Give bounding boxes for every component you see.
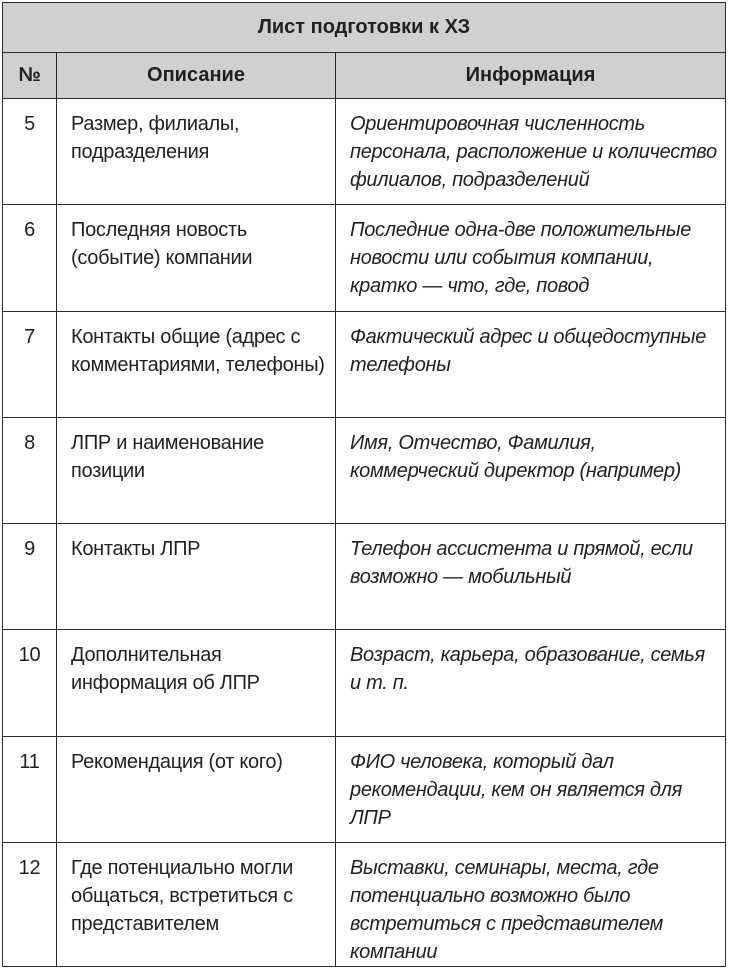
- row-description: Размер, филиалы, подразделения: [57, 99, 336, 205]
- row-info: Последние одна-две положительные новости или события компании, кратко — что, где, повод: [336, 205, 726, 311]
- row-description: Рекомендация (от кого): [57, 736, 336, 842]
- row-number: 8: [3, 417, 57, 523]
- table-row: [3, 736, 726, 842]
- table-row: [3, 630, 726, 736]
- row-number: 10: [3, 630, 57, 736]
- row-description: Последняя новость (событие) компании: [57, 205, 336, 311]
- row-info: Фактический адрес и общедоступные телефоны: [336, 311, 726, 417]
- table-title: Лист подготовки к ХЗ: [3, 3, 726, 53]
- header-info: Информация: [336, 53, 726, 99]
- row-number: 12: [3, 842, 57, 966]
- row-info: Возраст, карьера, образование, семья и т. п.: [336, 630, 726, 736]
- row-number: 5: [3, 99, 57, 205]
- row-number: 6: [3, 205, 57, 311]
- row-info: Имя, Отчество, Фамилия, коммерческий директор (например): [336, 417, 726, 523]
- title-row: [3, 3, 726, 53]
- row-description: ЛПР и наименование позиции: [57, 417, 336, 523]
- table-row: [3, 205, 726, 311]
- row-info: Ориентировочная численность персонала, расположение и количество филиалов, подразделений: [336, 99, 726, 205]
- header-num: №: [3, 53, 57, 99]
- row-description: Где потенциально могли общаться, встретиться с представителем: [57, 842, 336, 966]
- row-info: Выставки, семинары, места, где потенциально возможно было встретиться с представителем компании: [336, 842, 726, 966]
- row-number: 11: [3, 736, 57, 842]
- table-row: [3, 417, 726, 523]
- row-number: 7: [3, 311, 57, 417]
- row-description: Дополнительная информация об ЛПР: [57, 630, 336, 736]
- header-row: [3, 53, 726, 99]
- table-row: [3, 842, 726, 966]
- table-row: [3, 99, 726, 205]
- row-info: Телефон ассистента и прямой, если возможно — мобильный: [336, 524, 726, 630]
- row-description: Контакты ЛПР: [57, 524, 336, 630]
- row-number: 9: [3, 524, 57, 630]
- table-row: [3, 524, 726, 630]
- row-description: Контакты общие (адрес с комментариями, телефоны): [57, 311, 336, 417]
- header-description: Описание: [57, 53, 336, 99]
- row-info: ФИО человека, который дал рекомендации, кем он является для ЛПР: [336, 736, 726, 842]
- preparation-sheet-table: [2, 2, 726, 967]
- table-row: [3, 311, 726, 417]
